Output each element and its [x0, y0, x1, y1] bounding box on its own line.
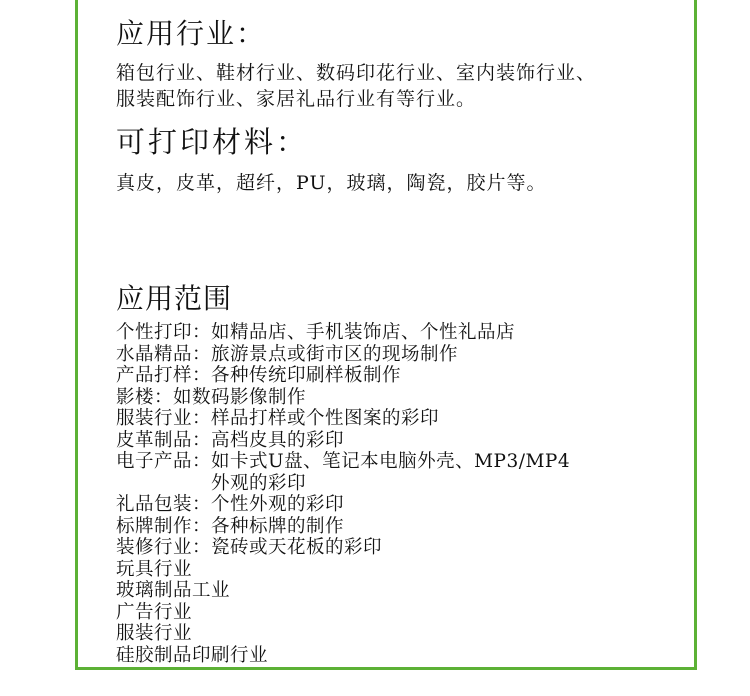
list-item: 电子产品：如卡式U盘、笔记本电脑外壳、MP3/MP4	[116, 451, 571, 472]
scope-heading: 应用范围	[116, 282, 233, 315]
list-item: 硅胶制品印刷行业	[116, 644, 269, 666]
list-item: 服装行业：样品打样或个性图案的彩印	[116, 408, 440, 429]
list-item: 影楼：如数码影像制作	[116, 386, 307, 408]
list-item: 礼品包装：个性外观的彩印	[116, 494, 345, 515]
list-item: 水晶精品：旅游景点或街市区的现场制作	[116, 343, 459, 365]
materials-text: 真皮，皮革，超纤，PU，玻璃，陶瓷，胶片等。	[116, 172, 547, 194]
list-item: 玻璃制品工业	[116, 580, 231, 601]
scope-list	[116, 322, 570, 666]
list-item: 皮革制品：高档皮具的彩印	[116, 429, 345, 451]
list-item: 外观的彩印	[116, 472, 307, 494]
list-item: 产品打样：各种传统印刷样板制作	[116, 365, 402, 386]
list-item: 标牌制作：各种标牌的制作	[116, 515, 345, 537]
industries-heading: 应用行业：	[116, 17, 267, 50]
list-item: 装修行业：瓷砖或天花板的彩印	[116, 537, 383, 558]
list-item: 玩具行业	[116, 558, 193, 580]
list-item: 个性打印：如精品店、手机装饰店、个性礼品店	[116, 322, 516, 343]
list-item: 服装行业	[116, 623, 193, 644]
industries-line-1: 箱包行业、鞋材行业、数码印花行业、室内装饰行业、	[116, 62, 597, 84]
materials-heading: 可打印材料：	[116, 125, 309, 159]
industries-line-2: 服装配饰行业、家居礼品行业有等行业。	[116, 88, 477, 110]
list-item: 广告行业	[116, 601, 193, 623]
